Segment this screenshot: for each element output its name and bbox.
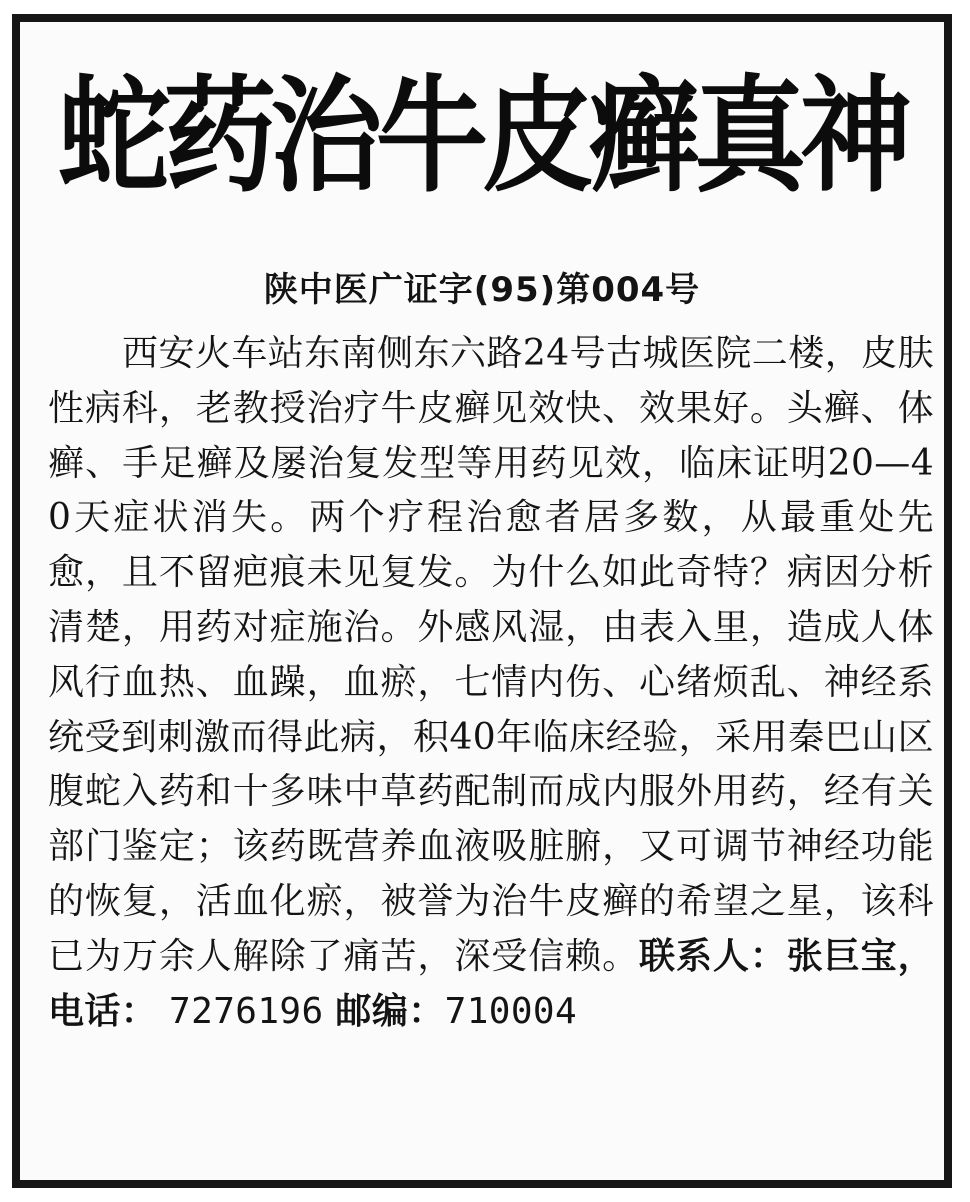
postcode-label: 邮编： xyxy=(335,990,445,1032)
advertisement-frame xyxy=(12,14,952,1188)
ad-body-text: 西安火车站东南侧东六路24号古城医院二楼，皮肤性病科，老教授治疗牛皮癣见效快、效果好。头癣、体癣、手足癣及屡治复发型等用药见效，临床证明20—40天症状消失。两个疗程治愈者居多数，从最重处先愈，且不留疤痕未见复发。为什么如此奇特？病因分析清楚，用药对症施治。外感风湿，由表入里，造成人体风行血热、血躁，血瘀，七情内伤、心绪烦乱、神经系统受到刺激而得此病，积40年临床经验，采用秦巴山区腹蛇入药和十多味中草药配制而成内服外用药，经有关部门鉴定；该药既营养血液吸脏腑，又可调节神经功能的恢复，活血化瘀，被誉为治牛皮癣的希望之星，该科已为万余人解除了痛苦，深受信赖。 xyxy=(48,333,934,977)
postcode-number: 710004 xyxy=(444,990,578,1032)
ad-headline: 蛇药治牛皮癣真神 xyxy=(58,63,906,210)
ad-body xyxy=(48,327,934,1039)
phone-label: ，电话： xyxy=(48,935,935,1032)
contact-label: 联系人： xyxy=(639,935,787,977)
license-number: 陕中医广证字(95)第004号 xyxy=(263,270,701,310)
phone-number: 7276196 xyxy=(169,990,324,1032)
contact-name: 张巨宝 xyxy=(786,935,898,977)
